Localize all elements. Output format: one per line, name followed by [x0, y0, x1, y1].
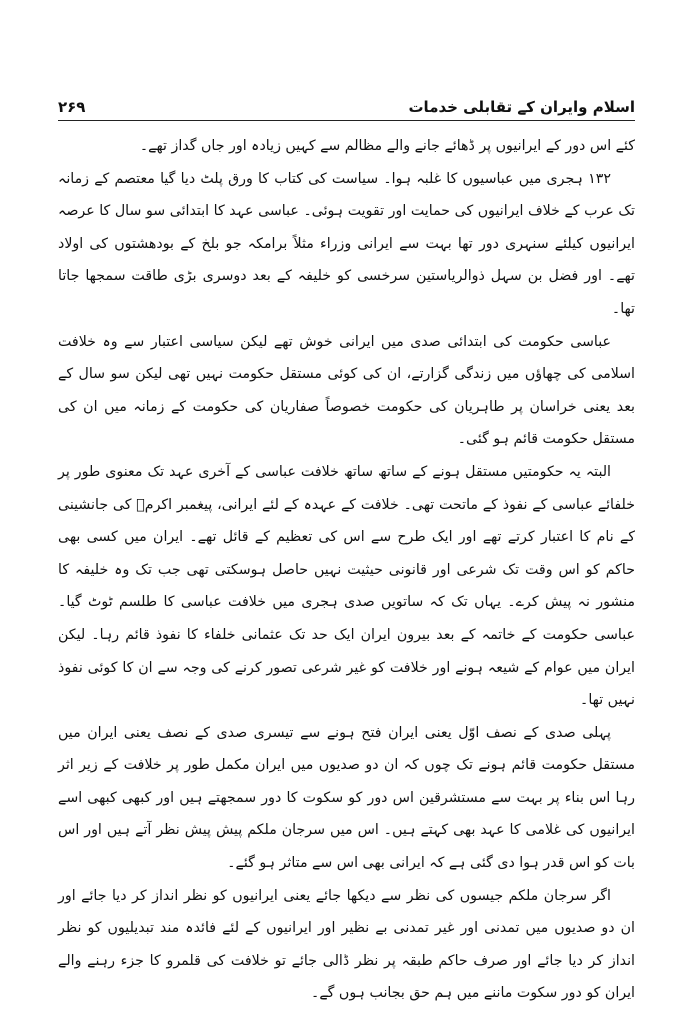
body-text	[58, 130, 635, 1010]
paragraph: اگر سرجان ملکم جیسوں کی نظر سے دیکھا جائے یعنی ایرانیوں کو نظر انداز کر دیا جائے اور ان دو صدیوں میں تمدنی اور غیر تمدنی بے نظیر اور ایرانیوں کے لئے فائدہ مند تبدیلیوں کو نظر انداز کر دیا جائے اور صرف حاکم طبقہ پر نظر ڈالی جائے تو خلافت کی قلمرو کا جزء رہنے والے ایران کو دور سکوت ماننے میں ہم حق بجانب ہوں گے۔	[58, 887, 635, 1002]
header-rule	[58, 120, 635, 121]
paragraph: کئے اس دور کے ایرانیوں پر ڈھائے جانے والے مظالم سے کہیں زیادہ اور جاں گداز تھے۔	[139, 138, 635, 154]
page-header	[58, 86, 635, 116]
page-number: ۲۶۹	[58, 98, 86, 116]
paragraph: عباسی حکومت کی ابتدائی صدی میں ایرانی خوش تھے لیکن سیاسی اعتبار سے وہ خلافت اسلامی کی چھاؤں میں زندگی گزارتے، ان کی کوئی مستقل حکومت نہیں تھی لیکن سو سال کے بعد یعنی خراسان پر طاہریان کی حکومت خصوصاً صفاریان کی حکومت کے زمانہ میں ان کی مستقل حکومت قائم ہو گئی۔	[58, 333, 635, 448]
paragraph: ۱۳۲ ہجری میں عباسیوں کا غلبہ ہوا۔ سیاست کی کتاب کا ورق پلٹ دیا گیا معتصم کے زمانہ تک عرب کے خلاف ایرانیوں کی حمایت اور تقویت ہوئی۔ عباسی عہد کا ابتدائی سو سال کا عرصہ ایرانیوں کیلئے سنہری دور تھا بہت سے ایرانی وزراء مثلاً برامکہ جو بلخ کے بودھشتوں کی اولاد تھے۔ اور فضل بن سہل ذوالریاستین سرخسی کو خلیفہ کے بعد دوسری بڑی طاقت سمجھا جاتا تھا۔	[58, 170, 635, 317]
running-head: اسلام وایران کے تقابلی خدمات	[408, 98, 635, 116]
paragraph: پہلی صدی کے نصف اوّل یعنی ایران فتح ہونے سے تیسری صدی کے نصف یعنی ایران میں مستقل حکومت قائم ہونے تک چوں کہ ان دو صدیوں میں ایران مکمل طور پر خلافت کے زیر اثر رہا اس بناء پر بہت سے مستشرقین اس دور کو سکوت کا دور سمجھتے ہیں اور کبھی کبھی اسے ایرانیوں کی غلامی کا عہد بھی کہتے ہیں۔ اس میں سرجان ملکم پیش پیش نظر آتے ہیں اور اس بات کو اس قدر ہوا دی گئی ہے کہ ایرانی بھی اس سے متاثر ہو گئے۔	[58, 724, 635, 872]
paragraph: البتہ یہ حکومتیں مستقل ہونے کے ساتھ ساتھ خلافت عباسی کے آخری عہد تک معنوی طور پر خلفائے عباسی کے نفوذ کے ماتحت تھی۔ خلافت کے عہدہ کے لئے ایرانی، پیغمبر اکرمؐ کی جانشینی کے نام کا اعتبار کرتے تھے اور ایک طرح سے اس کی تعظیم کے قائل تھے۔ ایران میں کسی بھی حاکم کو اس وقت تک شرعی اور قانونی حیثیت نہیں حاصل ہوسکتی تھی جب تک وہ خلیفہ کا منشور نہ پیش کرے۔ یہاں تک کہ ساتویں صدی ہجری میں خلافت عباسی کا طلسم ٹوٹ گیا۔ عباسی حکومت کے خاتمہ کے بعد بیرون ایران ایک حد تک عثمانی خلفاء کا نفوذ قائم رہا۔ لیکن ایران میں عوام کے شیعہ ہونے اور خلافت کو غیر شرعی تصور کرنے کی وجہ سے ان کا کوئی نفوذ نہیں تھا۔	[58, 463, 635, 709]
